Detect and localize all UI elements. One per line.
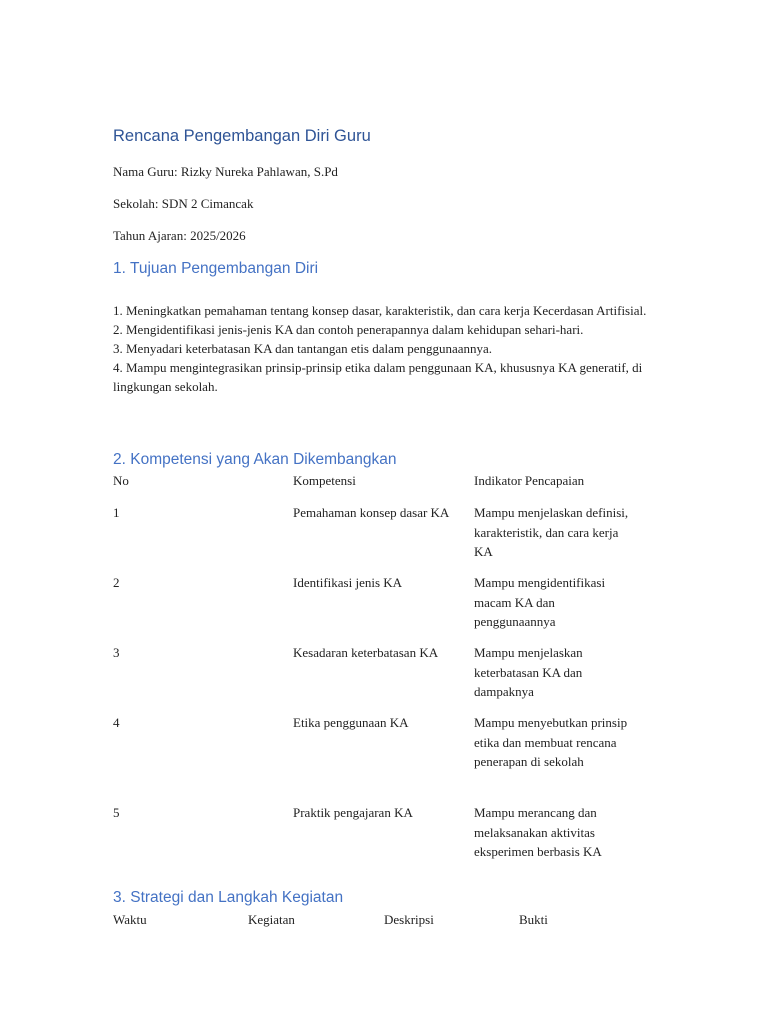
col-header-kompetensi: Kompetensi xyxy=(293,473,356,488)
row-kompetensi: Etika penggunaan KA xyxy=(293,715,409,730)
document-title: Rencana Pengembangan Diri Guru xyxy=(113,127,371,145)
col-header-indikator: Indikator Pencapaian xyxy=(474,473,585,488)
col-header-deskripsi: Deskripsi xyxy=(384,912,434,927)
col-header-waktu: Waktu xyxy=(113,912,147,927)
col-header-kegiatan: Kegiatan xyxy=(248,912,295,927)
row-kompetensi: Praktik pengajaran KA xyxy=(293,805,413,820)
col-header-no: No xyxy=(113,473,129,488)
col-header-bukti: Bukti xyxy=(519,912,548,927)
row-indikator: Mampu merancang dan melaksanakan aktivitas eksperimen berbasis KA xyxy=(474,805,602,859)
row-no: 4 xyxy=(113,715,120,730)
row-no: 2 xyxy=(113,575,120,590)
row-no: 3 xyxy=(113,645,120,660)
row-kompetensi: Kesadaran keterbatasan KA xyxy=(293,645,439,660)
teacher-name: Nama Guru: Rizky Nureka Pahlawan, S.Pd xyxy=(113,164,338,179)
row-no: 1 xyxy=(113,505,120,520)
goal-item: 2. Mengidentifikasi jenis-jenis KA dan contoh penerapannya dalam kehidupan sehari-hari. xyxy=(113,322,584,337)
row-indikator: Mampu menjelaskan keterbatasan KA dan dampaknya xyxy=(474,645,583,699)
school-name: Sekolah: SDN 2 Cimancak xyxy=(113,196,254,211)
goals-list xyxy=(113,301,658,396)
academic-year: Tahun Ajaran: 2025/2026 xyxy=(113,228,246,243)
row-indikator: Mampu mengidentifikasi macam KA dan penggunaannya xyxy=(474,575,606,629)
row-indikator: Mampu menjelaskan definisi, karakteristik, dan cara kerja KA xyxy=(474,505,629,559)
row-indikator: Mampu menyebutkan prinsip etika dan membuat rencana penerapan di sekolah xyxy=(474,715,628,769)
goal-item: 4. Mampu mengintegrasikan prinsip-prinsip etika dalam penggunaan KA, khususnya KA generatif, di lingkungan sekolah. xyxy=(113,360,643,394)
section-2-heading: 2. Kompetensi yang Akan Dikembangkan xyxy=(113,451,397,468)
goal-item: 1. Meningkatkan pemahaman tentang konsep dasar, karakteristik, dan cara kerja Kecerdasan Artifisial. xyxy=(113,303,647,318)
section-1-heading: 1. Tujuan Pengembangan Diri xyxy=(113,260,319,277)
row-no: 5 xyxy=(113,805,120,820)
section-3-heading: 3. Strategi dan Langkah Kegiatan xyxy=(113,889,344,906)
row-kompetensi: Pemahaman konsep dasar KA xyxy=(293,505,450,520)
row-kompetensi: Identifikasi jenis KA xyxy=(293,575,403,590)
goal-item: 3. Menyadari keterbatasan KA dan tantangan etis dalam penggunaannya. xyxy=(113,341,493,356)
